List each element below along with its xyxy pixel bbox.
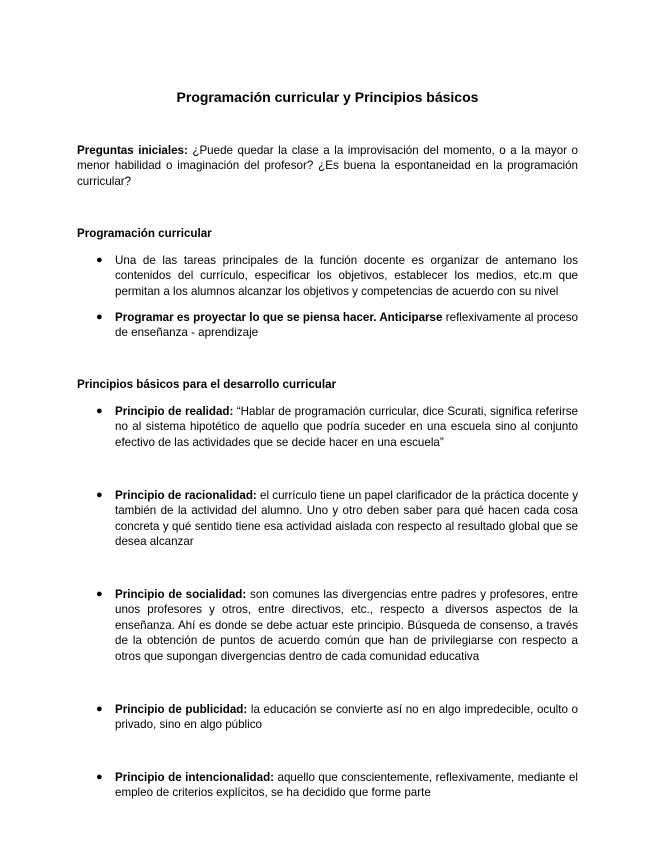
bullet-bold: Principio de racionalidad: (115, 489, 257, 502)
bullet-text: la educación se convierte así no en algo impredecible, oculto o privado, sino en algo público (115, 703, 578, 732)
bullet-text: “Hablar de programación curricular, dice Scurati, significa referirse no al sistema hipotético de aquello que podría suceder en una escuela sino al conjunto efectivo de las actividades que se decide hacer en una escuela” (115, 405, 578, 449)
bullet-icon: ● (96, 771, 103, 783)
document-title: Programación curricular y Principios básicos (176, 89, 479, 105)
list-item (96, 702, 578, 733)
list-item (96, 310, 578, 341)
section-heading-programacion: Programación curricular (77, 227, 212, 240)
bullet-icon: ● (96, 405, 103, 417)
bullet-text: aquello que conscientemente, reflexivamente, mediante el empleo de criterios explícitos, se ha decidido que forme parte (115, 771, 578, 800)
bullet-icon: ● (96, 489, 103, 501)
bullet-bold: Programar es proyectar lo que se piensa hacer. Anticiparse (115, 311, 443, 324)
list-item (96, 253, 578, 299)
bullet-bold: Principio de publicidad: (115, 703, 248, 716)
bullet-icon: ● (96, 254, 103, 266)
intro-text: ¿Puede quedar la clase a la improvisación del momento, o a la mayor o menor habilidad o imaginación del profesor? ¿Es buena la espontaneidad en la programación curricular? (77, 144, 578, 188)
intro-label: Preguntas iniciales: (77, 144, 188, 157)
bullet-icon: ● (96, 703, 103, 715)
bullet-text: reflexivamente al proceso de enseñanza - aprendizaje (115, 311, 578, 340)
bullet-text: son comunes las divergencias entre padres y profesores, entre unos profesores y otros, entre directivos, etc., respecto a diversos aspectos de la enseñanza. Ahí es donde se debe actuar este principio. Búsqueda de consenso, a través de la obtención de puntos de acuerdo común que han de privilegiarse con respecto a otros que supongan divergencias dentro de cada comunidad educativa (115, 588, 578, 663)
list-item (96, 587, 578, 664)
list-item (96, 488, 578, 550)
bullet-bold: Principio de intencionalidad: (115, 771, 275, 784)
list-item (96, 404, 578, 450)
list-item (96, 770, 578, 801)
bullet-text: Una de las tareas principales de la función docente es organizar de antemano los contenidos del currículo, especificar los objetivos, establecer los medios, etc.m que permitan a los alumnos alcanzar los objetivos y competencias de acuerdo con su nivel (115, 254, 578, 298)
bullet-bold: Principio de socialidad: (115, 588, 247, 601)
bullet-icon: ● (96, 588, 103, 600)
bullet-text: el currículo tiene un papel clarificador de la práctica docente y también de la actividad del alumno. Uno y otro deben saber para qué hacen cada cosa concreta y qué sentido tiene esa actividad aislada con respecto al resultado global que se desea alcanzar (115, 489, 578, 549)
bullet-icon: ● (96, 311, 103, 323)
bullet-bold: Principio de realidad: (115, 405, 234, 418)
intro-paragraph (77, 143, 578, 189)
section-heading-principios: Principios básicos para el desarrollo curricular (77, 378, 337, 391)
